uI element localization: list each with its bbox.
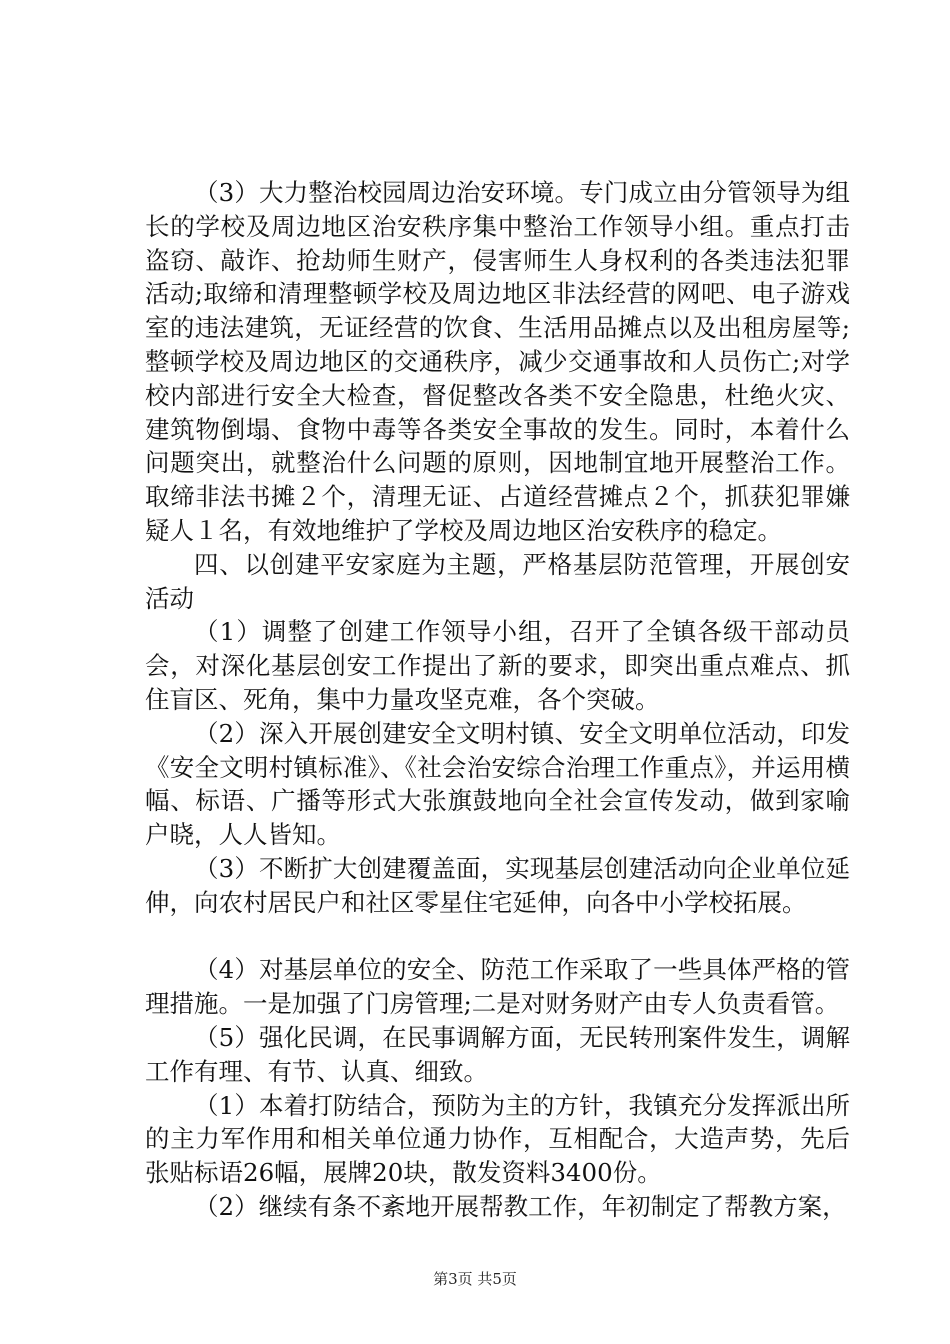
section-heading-safe-family: 四、以创建平安家庭为主题，严格基层防范管理，开展创安活动 (145, 549, 850, 613)
paragraph-coverage-expansion: （3）不断扩大创建覆盖面，实现基层创建活动向企业单位延伸，向农村居民户和社区零星住宅延伸，向各中小学校拓展。 (145, 853, 850, 917)
page-number-footer: 第3页 共5页 (433, 1270, 517, 1288)
paragraph-prevention: （1）本着打防结合，预防为主的方针，我镇充分发挥派出所的主力军作用和相关单位通力协作，互相配合，大造声势，先后张贴标语26幅，展牌20块，散发资料3400份。 (145, 1090, 850, 1188)
paragraph-management-measures: （4）对基层单位的安全、防范工作采取了一些具体严格的管理措施。一是加强了门房管理;二是对财务财产由专人负责看管。 (145, 955, 850, 1019)
paragraph-campus-security: （3）大力整治校园周边治安环境。专门成立由分管领导为组长的学校及周边地区治安秩序集中整治工作领导小组。重点打击盗窃、敲诈、抢劫师生财产，侵害师生人身权利的各类违法犯罪活动;取缔和清理整顿学校及周边地区非法经营的网吧、电子游戏室的违法建筑，无证经营的饮食、生活用品摊点以及出租房屋等;整顿学校及周边地区的交通秩序，减少交通事故和人员伤亡;对学校内部进行安全大检查，督促整改各类不安全隐患，杜绝火灾、建筑物倒塌、食物中毒等各类安全事故的发生。同时，本着什么问题突出，就整治什么问题的原则，因地制宜地开展整治工作。取缔非法书摊２个，清理无证、占道经营摊点２个，抓获犯罪嫌疑人１名，有效地维护了学校及周边地区治安秩序的稳定。 (145, 178, 850, 545)
paragraph-assistance-work: （2）继续有条不紊地开展帮教工作，年初制定了帮教方案， (194, 1191, 847, 1221)
paragraph-leadership-group: （1）调整了创建工作领导小组，召开了全镇各级干部动员会，对深化基层创安工作提出了新的要求，即突出重点难点、抓住盲区、死角，集中力量攻坚克难，各个突破。 (145, 617, 850, 714)
paragraph-gap (145, 920, 850, 954)
paragraph-mediation: （5）强化民调，在民事调解方面，无民转刑案件发生，调解工作有理、有节、认真、细致。 (145, 1022, 850, 1086)
document-body (145, 176, 850, 1224)
paragraph-civilized-village: （2）深入开展创建安全文明村镇、安全文明单位活动，印发《安全文明村镇标准》、《社会治安综合治理工作重点》，并运用横幅、标语、广播等形式大张旗鼓地向全社会宣传发动，做到家喻户晓，人人皆知。 (145, 718, 850, 850)
